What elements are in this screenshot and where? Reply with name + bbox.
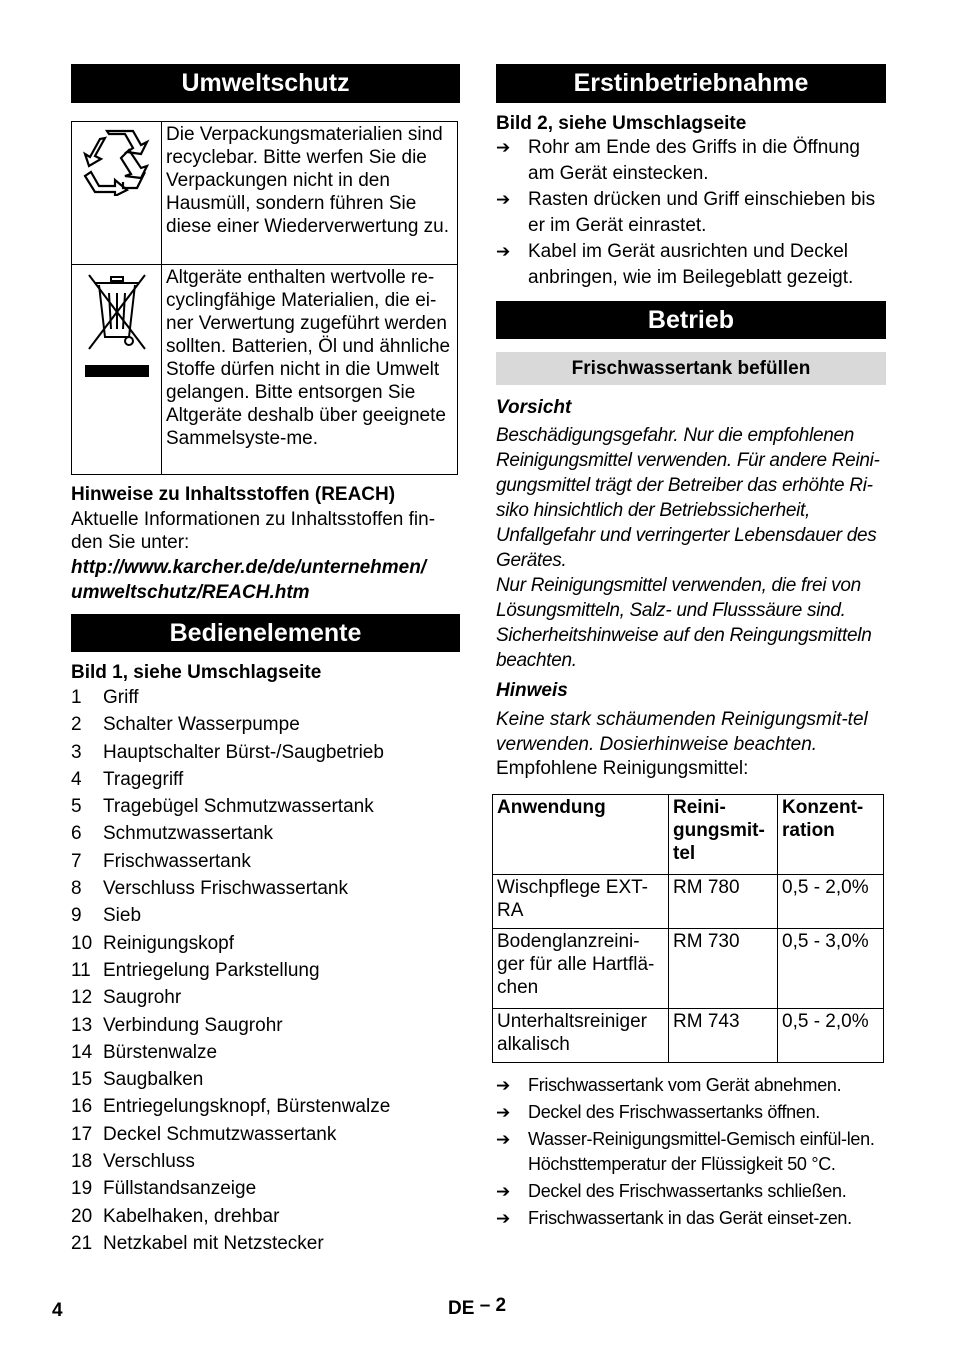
table-cell: RM 780 xyxy=(669,875,778,929)
table-cell: Unterhaltsreiniger alkalisch xyxy=(493,1009,669,1063)
list-item xyxy=(71,1175,460,1202)
step-item xyxy=(496,1127,886,1177)
list-item xyxy=(71,1093,460,1120)
step-item xyxy=(496,1100,886,1125)
footer-dash: – xyxy=(479,1295,491,1316)
section-title-erstinbetriebnahme: Erstinbetriebnahme xyxy=(496,64,886,103)
list-item-label: Schalter Wasserpumpe xyxy=(103,714,300,736)
table-row xyxy=(493,1009,884,1063)
arrow-right-icon: ➔ xyxy=(496,1076,510,1095)
arrow-right-icon: ➔ xyxy=(496,242,511,261)
fill-steps xyxy=(496,1073,886,1231)
list-item xyxy=(71,1121,460,1148)
list-item xyxy=(71,711,460,738)
list-item xyxy=(71,1039,460,1066)
arrow-right-icon: ➔ xyxy=(496,1182,510,1201)
crossed-bin-icon-cell xyxy=(72,265,162,475)
list-item xyxy=(71,820,460,847)
list-item xyxy=(71,848,460,875)
bedienelemente-subtitle: Bild 1, siehe Umschlagseite xyxy=(71,662,322,683)
section-title-betrieb: Betrieb xyxy=(496,301,886,339)
page-footer-label xyxy=(448,1297,506,1320)
list-item-label: Saugbalken xyxy=(103,1069,204,1091)
subsection-frischwassertank: Frischwassertank befüllen xyxy=(496,352,886,385)
list-item-label: Hauptschalter Bürst-/Saugbetrieb xyxy=(103,741,384,763)
list-item-number: 12 xyxy=(71,987,93,1009)
list-item xyxy=(71,1012,460,1039)
step-item xyxy=(496,1073,886,1098)
list-item-number: 13 xyxy=(71,1014,93,1036)
list-item xyxy=(71,875,460,902)
list-item-label: Sieb xyxy=(103,905,142,927)
list-item-label: Verschluss Frischwassertank xyxy=(103,878,348,900)
footer-subpage: 2 xyxy=(495,1295,507,1316)
table-cell: RM 730 xyxy=(669,929,778,1009)
step-text: Rasten drücken und Griff einschieben bis er im Gerät einrastet. xyxy=(528,189,876,236)
list-item xyxy=(71,1230,460,1257)
step-text: Deckel des Frischwassertanks öffnen. xyxy=(528,1102,821,1122)
list-item-number: 10 xyxy=(71,932,93,954)
step-item xyxy=(496,1206,886,1231)
step-item xyxy=(496,187,886,239)
first-use-steps xyxy=(496,135,886,291)
arrow-right-icon: ➔ xyxy=(496,1130,510,1149)
table-cell: 0,5 - 2,0% xyxy=(778,875,884,929)
reach-url-line-1[interactable]: http://www.karcher.de/de/unternehmen/ xyxy=(71,557,427,578)
section-title-bedienelemente: Bedienelemente xyxy=(71,614,460,652)
list-item-label: Verschluss xyxy=(103,1151,195,1173)
step-item xyxy=(496,135,886,187)
caution-text-2: Nur Reinigungsmittel verwenden, die frei von Lösungsmitteln, Salz- und Flusssäure sind. Sicherheitshinweise auf den Reingungsmitteln beachten. xyxy=(496,575,872,671)
cleaning-agent-table xyxy=(492,794,884,1063)
table-row xyxy=(493,929,884,1009)
list-item-number: 21 xyxy=(71,1232,93,1254)
list-item-number: 4 xyxy=(71,768,82,790)
list-item-number: 19 xyxy=(71,1178,93,1200)
list-item-number: 8 xyxy=(71,878,82,900)
list-item-label: Schmutzwassertank xyxy=(103,823,274,845)
list-item xyxy=(71,1203,460,1230)
list-item-number: 7 xyxy=(71,850,82,872)
list-item-label: Frischwassertank xyxy=(103,850,251,872)
list-item-number: 2 xyxy=(71,714,82,736)
recommended-label: Empfohlene Reinigungsmittel: xyxy=(496,758,749,779)
list-item xyxy=(71,793,460,820)
list-item xyxy=(71,930,460,957)
environment-table xyxy=(71,121,458,475)
crossed-bin-icon xyxy=(81,269,153,379)
recycling-icon-cell xyxy=(72,122,162,265)
table-cell: 0,5 - 2,0% xyxy=(778,1009,884,1063)
list-item-number: 9 xyxy=(71,905,82,927)
list-item xyxy=(71,739,460,766)
list-item-number: 5 xyxy=(71,796,82,818)
list-item-label: Bürstenwalze xyxy=(103,1041,218,1063)
list-item-number: 14 xyxy=(71,1041,93,1063)
list-item-number: 18 xyxy=(71,1151,93,1173)
table-cell: Bodenglanzreini-ger für alle Hartflä-chen xyxy=(493,929,669,1009)
list-item-number: 1 xyxy=(71,687,82,708)
list-item-label: Netzkabel mit Netzstecker xyxy=(103,1232,324,1254)
step-item xyxy=(496,239,886,291)
list-item-label: Verbindung Saugrohr xyxy=(103,1014,283,1036)
list-item-label: Tragebügel Schmutzwassertank xyxy=(103,796,374,818)
table-cell: 0,5 - 3,0% xyxy=(778,929,884,1009)
caution-text-1: Beschädigungsgefahr. Nur die empfohlenen Reinigungsmittel verwenden. Für andere Reini-gungsmittel trägt der Betreiber das erhöhte Ri-siko hinsichtlich der Betriebssicherheit, Unfallgefahr und verringerter Lebensdauer des Gerätes. xyxy=(496,425,880,571)
reach-text: Aktuelle Informationen zu Inhaltsstoffen fin-den Sie unter: xyxy=(71,509,436,553)
arrow-right-icon: ➔ xyxy=(496,1209,510,1228)
table-cell: RM 743 xyxy=(669,1009,778,1063)
step-item xyxy=(496,1179,886,1204)
controls-list xyxy=(71,684,460,1257)
arrow-right-icon: ➔ xyxy=(496,138,511,157)
caution-label: Vorsicht xyxy=(496,397,572,418)
left-column xyxy=(71,64,460,1257)
reach-heading: Hinweise zu Inhaltsstoffen (REACH) xyxy=(71,484,396,505)
list-item-label: Entriegelungsknopf, Bürstenwalze xyxy=(103,1096,391,1118)
language-label: DE xyxy=(448,1298,475,1319)
list-item xyxy=(71,766,460,793)
step-text: Frischwassertank in das Gerät einset-zen. xyxy=(528,1208,852,1228)
table-header-agent: Reini-gungsmit-tel xyxy=(669,795,778,875)
list-item-label: Saugrohr xyxy=(103,987,182,1009)
list-item xyxy=(71,1066,460,1093)
step-text: Deckel des Frischwassertanks schließen. xyxy=(528,1181,847,1201)
step-text: Rohr am Ende des Griffs in die Öffnung am Gerät einstecken. xyxy=(528,137,860,184)
list-item-number: 20 xyxy=(71,1205,93,1227)
list-item-number: 15 xyxy=(71,1069,93,1091)
list-item-label: Griff xyxy=(103,687,139,708)
recycling-icon xyxy=(81,126,153,196)
list-item-label: Füllstandsanzeige xyxy=(103,1178,257,1200)
list-item xyxy=(71,902,460,929)
list-item-label: Deckel Schmutzwassertank xyxy=(103,1123,337,1145)
table-cell: Wischpflege EXT-RA xyxy=(493,875,669,929)
note-text: Keine stark schäumenden Reinigungsmit-tel verwenden. Dosierhinweise beachten. xyxy=(496,709,868,755)
table-row xyxy=(493,875,884,929)
list-item-label: Reinigungskopf xyxy=(103,932,234,954)
packaging-text: Die Verpackungsmaterialien sind recyclebar. Bitte werfen Sie die Verpackungen nicht in den Hausmüll, sondern führen Sie diese einer Wiederverwertung zu. xyxy=(162,122,458,265)
table-header-concentration: Konzent-ration xyxy=(778,795,884,875)
reach-url-line-2[interactable]: umweltschutz/REACH.htm xyxy=(71,582,310,603)
page-number: 4 xyxy=(52,1300,63,1321)
step-text: Kabel im Gerät ausrichten und Deckel anbringen, wie im Beilegeblatt gezeigt. xyxy=(528,241,854,288)
right-column xyxy=(496,64,886,1231)
list-item xyxy=(71,984,460,1011)
list-item xyxy=(71,957,460,984)
list-item-number: 3 xyxy=(71,741,82,763)
list-item xyxy=(71,1148,460,1175)
old-appliance-text: Altgeräte enthalten wertvolle re-cyclingfähige Materialien, die ei-ner Verwertung zugeführt werden sollten. Batterien, Öl und ähnliche Stoffe dürfen nicht in die Umwelt gelangen. Bitte entsorgen Sie Altgeräte deshalb über geeignete Sammelsyste-me. xyxy=(162,265,458,475)
list-item xyxy=(71,684,460,711)
arrow-right-icon: ➔ xyxy=(496,1103,510,1122)
list-item-number: 6 xyxy=(71,823,82,845)
list-item-label: Tragegriff xyxy=(103,768,184,790)
list-item-number: 16 xyxy=(71,1096,93,1118)
step-text: Wasser-Reinigungsmittel-Gemisch einfül-len. Höchsttemperatur der Flüssigkeit 50 °C. xyxy=(528,1129,875,1174)
note-label: Hinweis xyxy=(496,680,568,701)
step-text: Frischwassertank vom Gerät abnehmen. xyxy=(528,1075,842,1095)
arrow-right-icon: ➔ xyxy=(496,190,511,209)
erstinbetriebnahme-subtitle: Bild 2, siehe Umschlagseite xyxy=(496,113,747,134)
list-item-number: 17 xyxy=(71,1123,93,1145)
section-title-umweltschutz: Umweltschutz xyxy=(71,64,460,103)
list-item-label: Kabelhaken, drehbar xyxy=(103,1205,280,1227)
table-header-application: Anwendung xyxy=(493,795,669,875)
list-item-number: 11 xyxy=(71,959,91,981)
list-item-label: Entriegelung Parkstellung xyxy=(103,959,320,981)
